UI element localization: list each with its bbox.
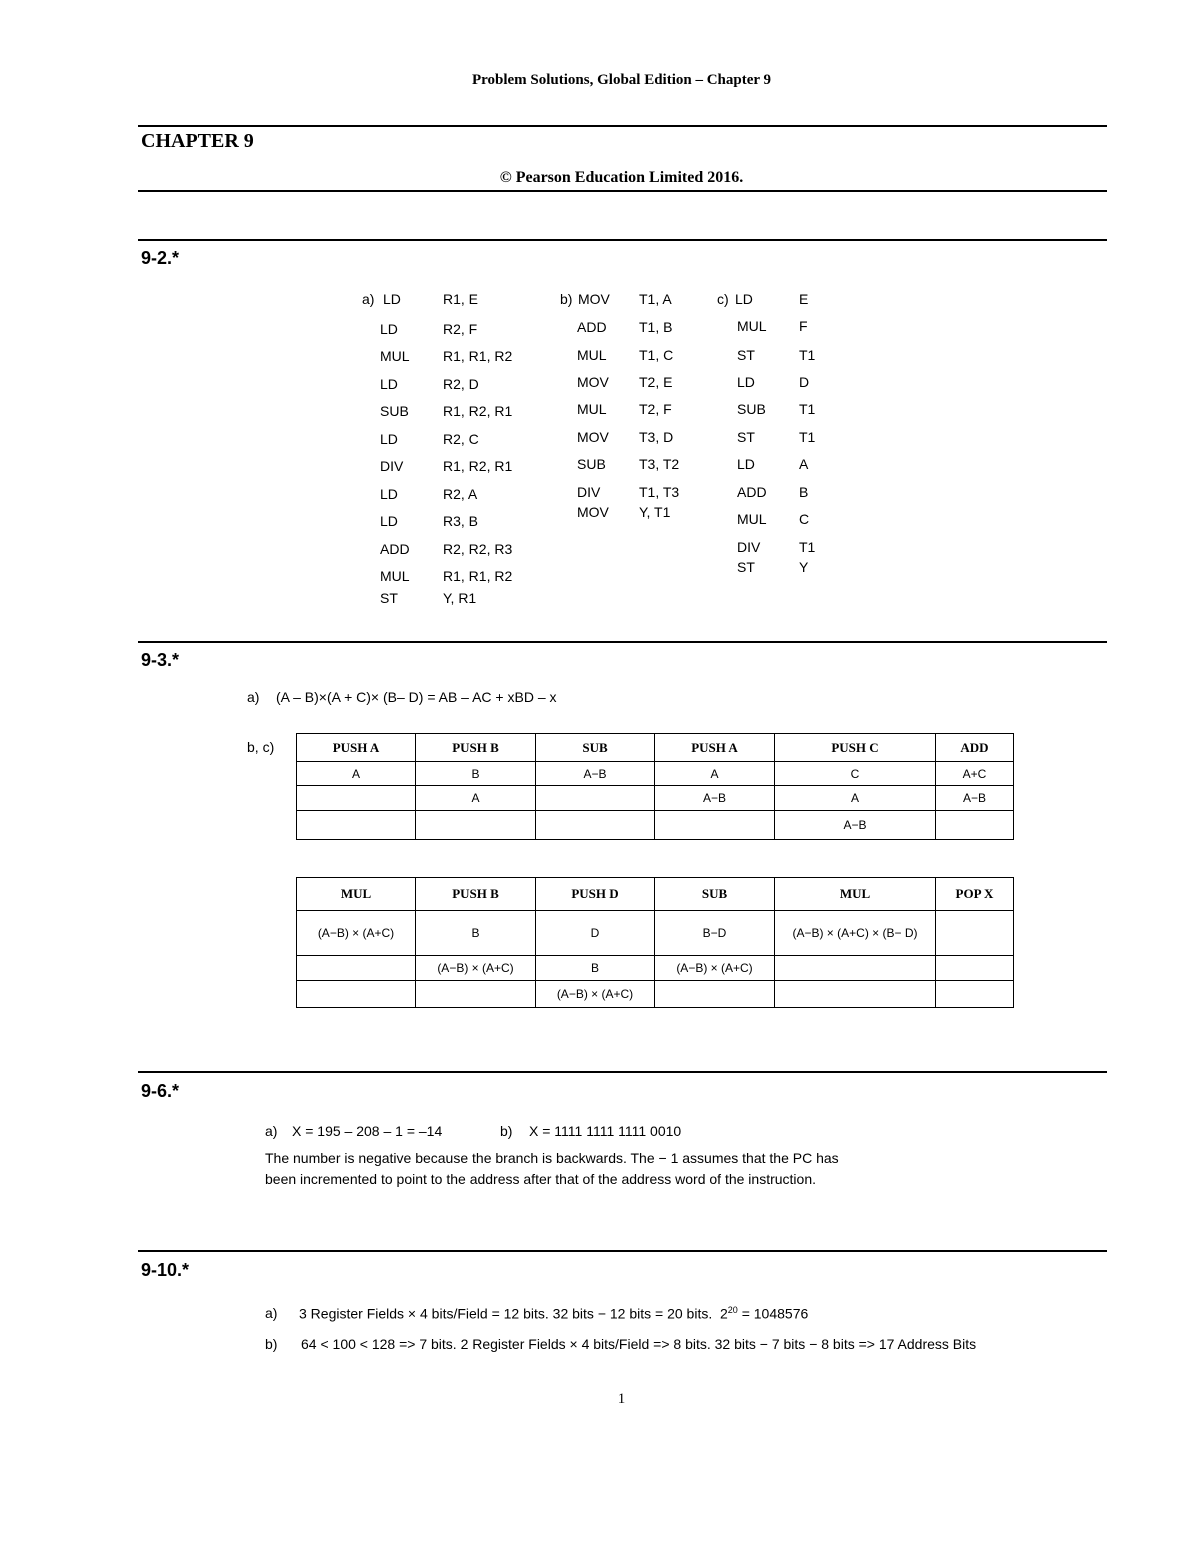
opcode: MUL bbox=[737, 511, 767, 527]
opcode: ST bbox=[737, 559, 755, 575]
operand: T1, C bbox=[639, 347, 674, 363]
table-header-row bbox=[297, 734, 1014, 762]
operand: R1, E bbox=[443, 291, 479, 307]
opcode: MOV bbox=[578, 291, 610, 307]
operand: T2, F bbox=[639, 401, 672, 417]
explanation-line-2: been incremented to point to the address after that of the address word of the instruction. bbox=[265, 1171, 816, 1187]
operand: T2, E bbox=[639, 374, 673, 390]
operand: T1 bbox=[799, 347, 816, 363]
opcode: MUL bbox=[380, 568, 410, 584]
opcode: ST bbox=[380, 590, 398, 606]
opcode: SUB bbox=[380, 403, 409, 419]
stack-table-1 bbox=[296, 733, 1014, 840]
opcode: LD bbox=[737, 456, 755, 472]
opcode: MUL bbox=[737, 318, 767, 334]
opcode: ST bbox=[737, 429, 755, 445]
program-a-label: a) bbox=[362, 291, 375, 307]
stack-cell: B−D bbox=[655, 911, 775, 956]
opcode: MOV bbox=[577, 504, 609, 520]
operand: R3, B bbox=[443, 513, 479, 529]
part-a-label: a) bbox=[265, 1123, 278, 1139]
stack-cell bbox=[536, 811, 655, 840]
divider bbox=[138, 641, 1107, 643]
opcode: MUL bbox=[577, 347, 607, 363]
stack-cell: (A−B) × (A+C) bbox=[416, 956, 536, 981]
program-c-label: c) bbox=[717, 291, 729, 307]
section-title-9-6: 9-6.* bbox=[141, 1081, 180, 1101]
stack-cell: (A−B) × (A+C) bbox=[536, 981, 655, 1008]
column-header: PUSH D bbox=[536, 878, 655, 911]
opcode: LD bbox=[735, 291, 753, 307]
operand: T1 bbox=[799, 539, 816, 555]
expression: (A – B)×(A + C)× (B– D) = AB – AC + xBD – x bbox=[276, 689, 557, 705]
stack-cell: A−B bbox=[536, 762, 655, 786]
operand: R2, A bbox=[443, 486, 478, 502]
operand: R2, F bbox=[443, 321, 478, 337]
stack-cell bbox=[936, 911, 1014, 956]
stack-cell: A bbox=[775, 786, 936, 811]
stack-cell: (A−B) × (A+C) × (B− D) bbox=[775, 911, 936, 956]
opcode: MOV bbox=[577, 429, 609, 445]
stack-cell bbox=[297, 811, 416, 840]
operand: R2, C bbox=[443, 431, 479, 447]
divider bbox=[138, 1071, 1107, 1073]
operand: F bbox=[799, 318, 808, 334]
opcode: LD bbox=[380, 321, 398, 337]
operand: C bbox=[799, 511, 810, 527]
operand: Y bbox=[799, 559, 809, 575]
column-header: MUL bbox=[297, 878, 416, 911]
operand: Y, R1 bbox=[443, 590, 477, 606]
stack-cell: A bbox=[297, 762, 416, 786]
stack-cell: A−B bbox=[775, 811, 936, 840]
stack-cell: C bbox=[775, 762, 936, 786]
column-header: SUB bbox=[536, 734, 655, 762]
stack-cell bbox=[655, 981, 775, 1008]
displacement-calc: X = 195 – 208 – 1 = –14 bbox=[292, 1123, 443, 1139]
column-header: MUL bbox=[775, 878, 936, 911]
stack-cell: A+C bbox=[936, 762, 1014, 786]
stack-cell: B bbox=[536, 956, 655, 981]
copyright-line: © Pearson Education Limited 2016. bbox=[499, 169, 744, 186]
operand: B bbox=[799, 484, 809, 500]
divider bbox=[138, 1250, 1107, 1252]
address-bits-calc: 64 < 100 < 128 => 7 bits. 2 Register Fields × 4 bits/Field => 8 bits. 32 bits − 7 bits − 8 bits => 17 Address Bits bbox=[301, 1336, 977, 1352]
operand: T1, T3 bbox=[639, 484, 680, 500]
table-row bbox=[297, 911, 1014, 956]
part-bc-label: b, c) bbox=[247, 739, 275, 755]
column-header: PUSH B bbox=[416, 734, 536, 762]
operand: T1, A bbox=[639, 291, 672, 307]
binary-value: X = 1111 1111 1111 0010 bbox=[529, 1123, 682, 1139]
opcode: DIV bbox=[577, 484, 601, 500]
operand: A bbox=[799, 456, 809, 472]
operand: Y, T1 bbox=[639, 504, 671, 520]
opcode: LD bbox=[380, 486, 398, 502]
operand: R2, R2, R3 bbox=[443, 541, 513, 557]
opcode: MUL bbox=[380, 348, 410, 364]
operand: T1 bbox=[799, 401, 816, 417]
table-row bbox=[297, 811, 1014, 840]
opcode: ADD bbox=[737, 484, 767, 500]
opcode: ST bbox=[737, 347, 755, 363]
opcode: DIV bbox=[380, 458, 404, 474]
operand: R1, R1, R2 bbox=[443, 348, 513, 364]
column-header: PUSH C bbox=[775, 734, 936, 762]
section-title-9-2: 9-2.* bbox=[141, 248, 180, 268]
stack-cell bbox=[936, 981, 1014, 1008]
opcode: SUB bbox=[737, 401, 766, 417]
power-base: 2 bbox=[720, 1305, 728, 1322]
stack-cell: D bbox=[536, 911, 655, 956]
operand: T1 bbox=[799, 429, 816, 445]
stack-cell bbox=[936, 956, 1014, 981]
opcode: ADD bbox=[577, 319, 607, 335]
stack-cell: A−B bbox=[936, 786, 1014, 811]
part-b-label: b) bbox=[265, 1336, 278, 1352]
column-header: PUSH A bbox=[297, 734, 416, 762]
program-b-label: b) bbox=[560, 291, 573, 307]
stack-cell bbox=[416, 981, 536, 1008]
column-header: ADD bbox=[936, 734, 1014, 762]
stack-cell: A bbox=[416, 786, 536, 811]
table-header-row bbox=[297, 878, 1014, 911]
opcode: LD bbox=[383, 291, 401, 307]
power-exponent: 20 bbox=[727, 1305, 738, 1315]
stack-cell bbox=[297, 956, 416, 981]
stack-table-2 bbox=[296, 877, 1014, 1008]
operand: T3, T2 bbox=[639, 456, 680, 472]
stack-cell bbox=[297, 981, 416, 1008]
assembly-programs bbox=[0, 0, 1200, 620]
running-header: Problem Solutions, Global Edition – Chapter 9 bbox=[471, 72, 772, 88]
opcode: LD bbox=[380, 513, 398, 529]
stack-cell: B bbox=[416, 911, 536, 956]
stack-cell: (A−B) × (A+C) bbox=[655, 956, 775, 981]
opcode: ADD bbox=[380, 541, 410, 557]
stack-cell bbox=[936, 811, 1014, 840]
stack-cell bbox=[655, 811, 775, 840]
chapter-title: CHAPTER 9 bbox=[141, 130, 254, 152]
operand: R1, R2, R1 bbox=[443, 458, 513, 474]
section-title-9-3: 9-3.* bbox=[141, 650, 180, 670]
opcode: LD bbox=[380, 431, 398, 447]
calc-text: 3 Register Fields × 4 bits/Field = 12 bits. 32 bits − 12 bits = 20 bits. bbox=[299, 1305, 713, 1322]
stack-cell bbox=[416, 811, 536, 840]
operand: R1, R1, R2 bbox=[443, 568, 513, 584]
opcode: MUL bbox=[577, 401, 607, 417]
table-row bbox=[297, 956, 1014, 981]
operand: R1, R2, R1 bbox=[443, 403, 513, 419]
column-header: POP X bbox=[936, 878, 1014, 911]
power-result: = 1048576 bbox=[737, 1305, 809, 1322]
stack-cell bbox=[536, 786, 655, 811]
part-b-label: b) bbox=[500, 1123, 513, 1139]
opcode: LD bbox=[380, 376, 398, 392]
opcode: LD bbox=[737, 374, 755, 390]
operand: D bbox=[799, 374, 810, 390]
table-row bbox=[297, 786, 1014, 811]
stack-cell bbox=[775, 981, 936, 1008]
register-fields-calc bbox=[299, 1305, 808, 1322]
column-header: SUB bbox=[655, 878, 775, 911]
table-row bbox=[297, 762, 1014, 786]
stack-cell: B bbox=[416, 762, 536, 786]
page-number: 1 bbox=[617, 1391, 626, 1407]
part-a-label: a) bbox=[265, 1305, 278, 1321]
operand: T3, D bbox=[639, 429, 674, 445]
stack-cell: A bbox=[655, 762, 775, 786]
operand: R2, D bbox=[443, 376, 479, 392]
opcode: SUB bbox=[577, 456, 606, 472]
operand: E bbox=[799, 291, 809, 307]
section-title-9-10: 9-10.* bbox=[141, 1260, 190, 1280]
opcode: DIV bbox=[737, 539, 761, 555]
stack-cell: A−B bbox=[655, 786, 775, 811]
stack-cell bbox=[775, 956, 936, 981]
stack-cell: (A−B) × (A+C) bbox=[297, 911, 416, 956]
part-a-label: a) bbox=[247, 689, 260, 705]
column-header: PUSH A bbox=[655, 734, 775, 762]
opcode: MOV bbox=[577, 374, 609, 390]
table-row bbox=[297, 981, 1014, 1008]
explanation-line-1: The number is negative because the branch is backwards. The − 1 assumes that the PC has bbox=[265, 1150, 839, 1166]
operand: T1, B bbox=[639, 319, 673, 335]
column-header: PUSH B bbox=[416, 878, 536, 911]
stack-cell bbox=[297, 786, 416, 811]
